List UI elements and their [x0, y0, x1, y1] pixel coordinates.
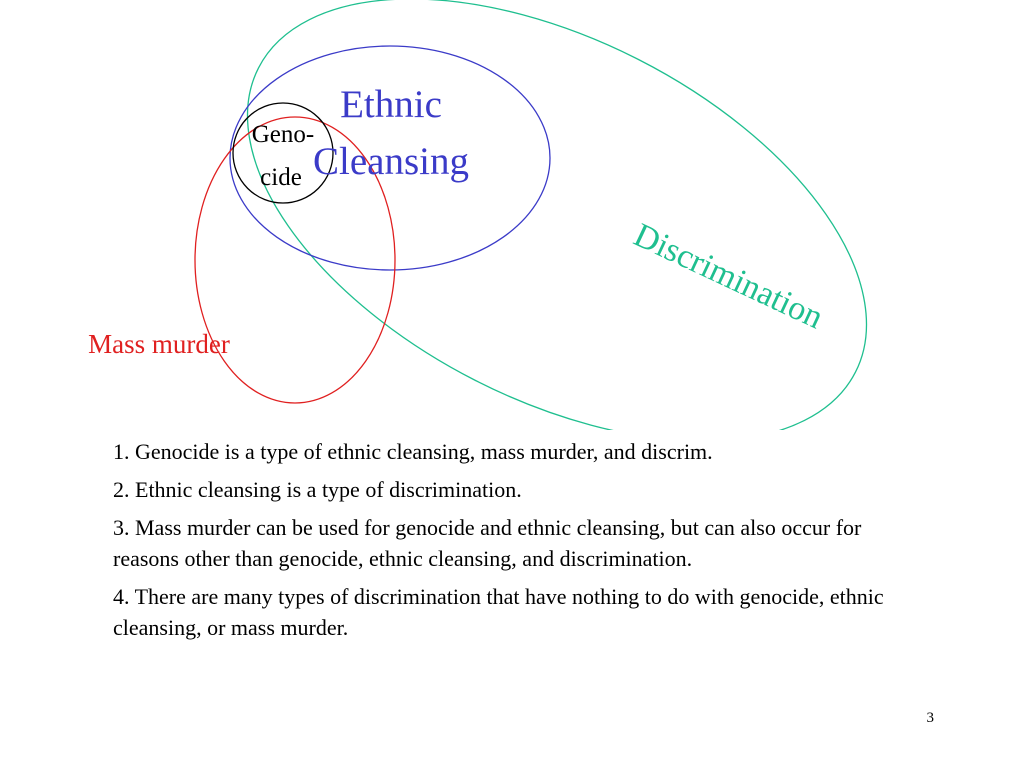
genocide-label-line2: cide: [260, 164, 302, 191]
discrimination-ellipse: [177, 0, 937, 430]
note-item: 4. There are many types of discrimination that have nothing to do with genocide, ethnic cleansing, or mass murder.: [113, 584, 884, 640]
note-item: 2. Ethnic cleansing is a type of discrimination.: [113, 477, 522, 502]
discrimination-label: Discrimination: [628, 216, 829, 337]
ethnic-cleansing-label-line1: Ethnic: [340, 83, 442, 126]
notes-list: [113, 436, 928, 650]
ethnic-cleansing-label-line2: Cleansing: [313, 140, 469, 183]
mass-murder-label: Mass murder: [88, 329, 230, 359]
page-number: 3: [926, 710, 934, 726]
genocide-label-line1: Geno-: [251, 121, 315, 148]
note-item: 3. Mass murder can be used for genocide and ethnic cleansing, but can also occur for reasons other than genocide, ethnic cleansing, and discrimination.: [113, 515, 862, 571]
note-item: 1. Genocide is a type of ethnic cleansing, mass murder, and discrim.: [113, 439, 713, 464]
